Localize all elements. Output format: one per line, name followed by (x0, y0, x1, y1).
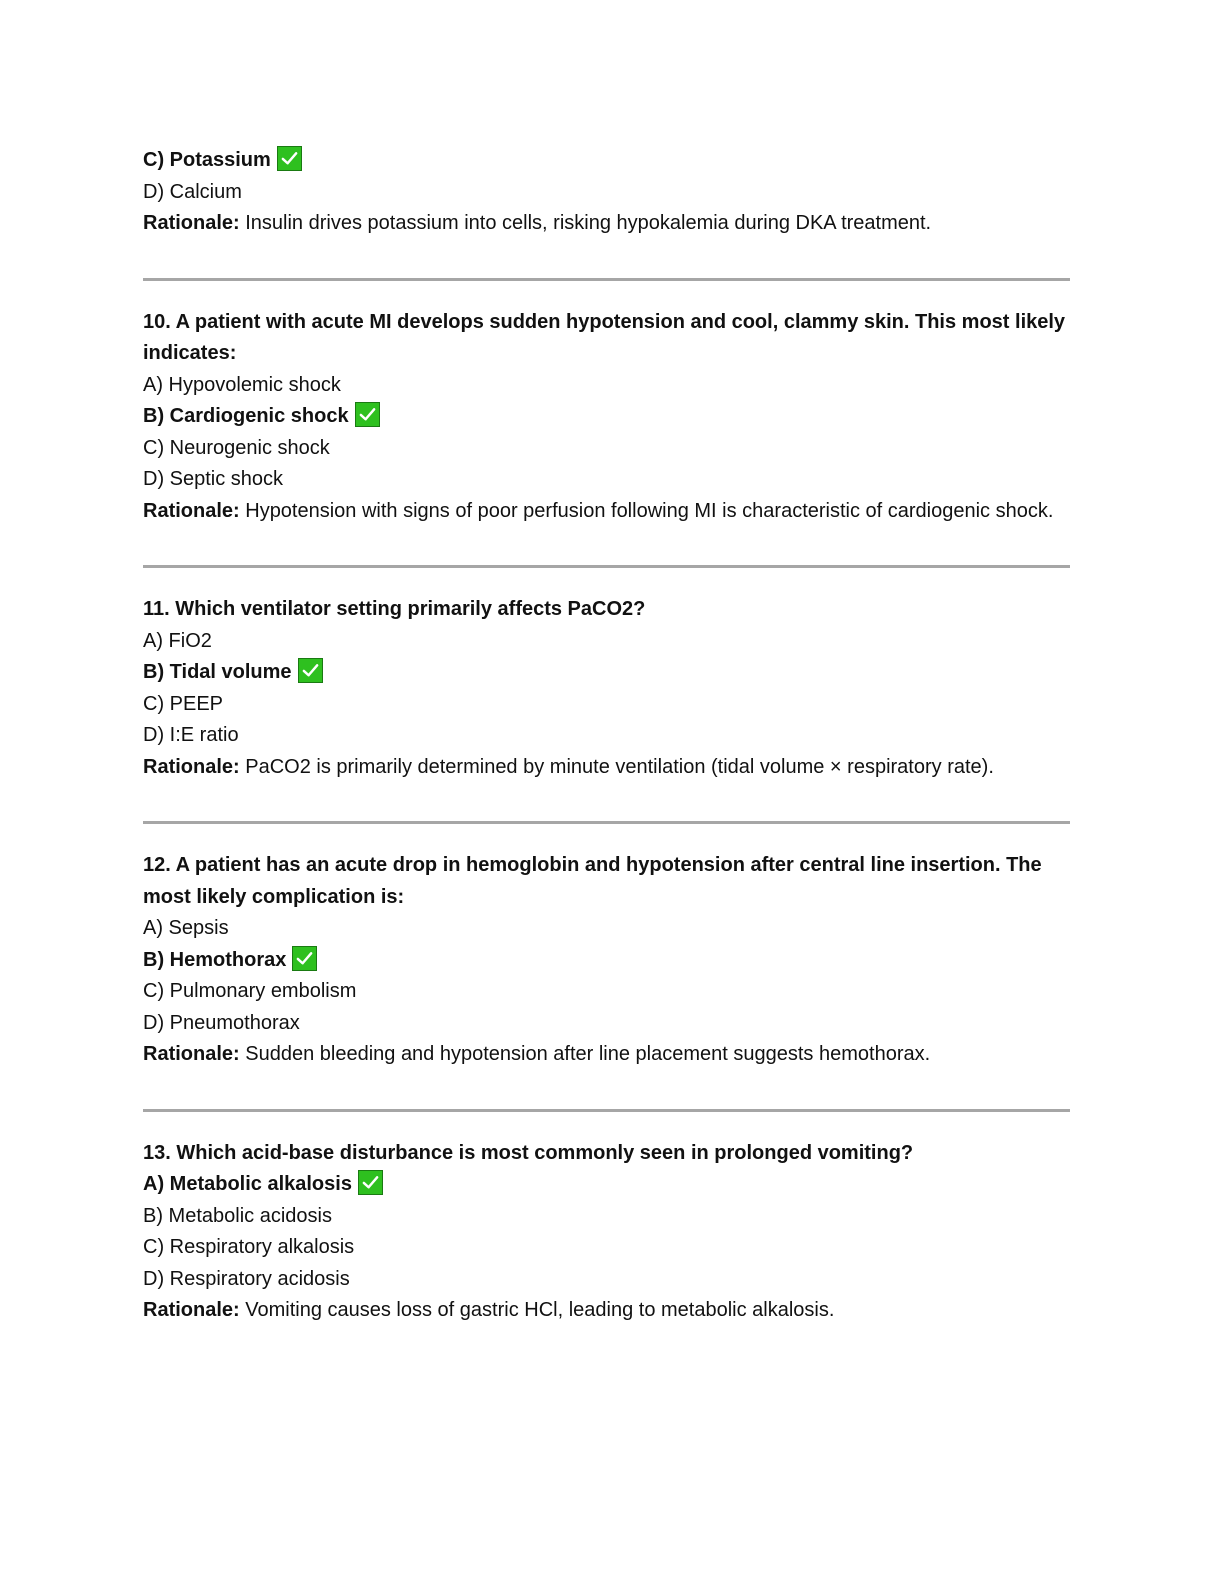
rationale (143, 496, 1070, 528)
option-d: D) I:E ratio (143, 724, 239, 746)
option-d: D) Pneumothorax (143, 1011, 300, 1034)
option-c: C) PEEP (143, 692, 224, 715)
option-text: B) Tidal volume (143, 661, 292, 683)
rationale (143, 752, 1070, 784)
question-stem: 12. A patient has an acute drop in hemoglobin and hypotension after central line insertion. The most likely complication is: (143, 854, 1042, 908)
rationale-text: Hypotension with signs of poor perfusion following MI is characteristic of cardiogenic shock. (239, 499, 1054, 522)
option-a: A) Hypovolemic shock (143, 373, 341, 396)
option-d: D) Respiratory acidosis (143, 1267, 350, 1290)
rationale (143, 1039, 1070, 1071)
option-b-correct (143, 657, 1070, 689)
document-page (143, 145, 1070, 1327)
question-stem: 11. Which ventilator setting primarily affects PaCO2? (143, 598, 646, 620)
rationale-label: Rationale: (143, 212, 240, 234)
option-a-correct (143, 1169, 1070, 1201)
check-mark-icon (358, 1170, 383, 1195)
option-d: D) Septic shock (143, 468, 284, 490)
rationale-label: Rationale: (143, 1299, 240, 1321)
rationale-text: Vomiting causes loss of gastric HCl, leading to metabolic alkalosis. (239, 1299, 835, 1321)
rationale-label: Rationale: (143, 499, 240, 522)
option-c: C) Neurogenic shock (143, 436, 330, 459)
question-12 (143, 850, 1070, 1071)
rationale-text: PaCO2 is primarily determined by minute ventilation (tidal volume × respiratory rate). (239, 755, 994, 778)
question-stem: 13. Which acid-base disturbance is most commonly seen in prolonged vomiting? (143, 1141, 914, 1164)
check-mark-icon (355, 402, 380, 427)
question-9-tail (143, 145, 1070, 240)
option-c-correct (143, 145, 1070, 177)
check-mark-icon (298, 658, 323, 683)
rationale-text: Sudden bleeding and hypotension after line placement suggests hemothorax. (239, 1043, 931, 1065)
option-text: B) Cardiogenic shock (143, 405, 349, 427)
check-mark-icon (277, 146, 302, 171)
option-d: D) Calcium (143, 180, 242, 203)
question-11 (143, 594, 1070, 783)
rationale-label: Rationale: (143, 1043, 240, 1065)
option-b-correct (143, 945, 1070, 977)
option-a: A) Sepsis (143, 917, 229, 939)
check-mark-icon (292, 946, 317, 971)
option-b-correct (143, 401, 1070, 433)
option-b: B) Metabolic acidosis (143, 1204, 332, 1227)
option-a: A) FiO2 (143, 629, 212, 652)
option-text: B) Hemothorax (143, 948, 287, 971)
question-13 (143, 1138, 1070, 1327)
option-text: C) Potassium (143, 149, 271, 171)
rationale (143, 1295, 1070, 1327)
question-10 (143, 307, 1070, 528)
option-text: A) Metabolic alkalosis (143, 1173, 352, 1195)
option-c: C) Respiratory alkalosis (143, 1236, 355, 1258)
rationale (143, 208, 1070, 240)
rationale-label: Rationale: (143, 755, 240, 778)
question-stem: 10. A patient with acute MI develops sudden hypotension and cool, clammy skin. This most likely indicates: (143, 310, 1066, 364)
option-c: C) Pulmonary embolism (143, 980, 357, 1002)
rationale-text: Insulin drives potassium into cells, risking hypokalemia during DKA treatment. (239, 212, 932, 234)
